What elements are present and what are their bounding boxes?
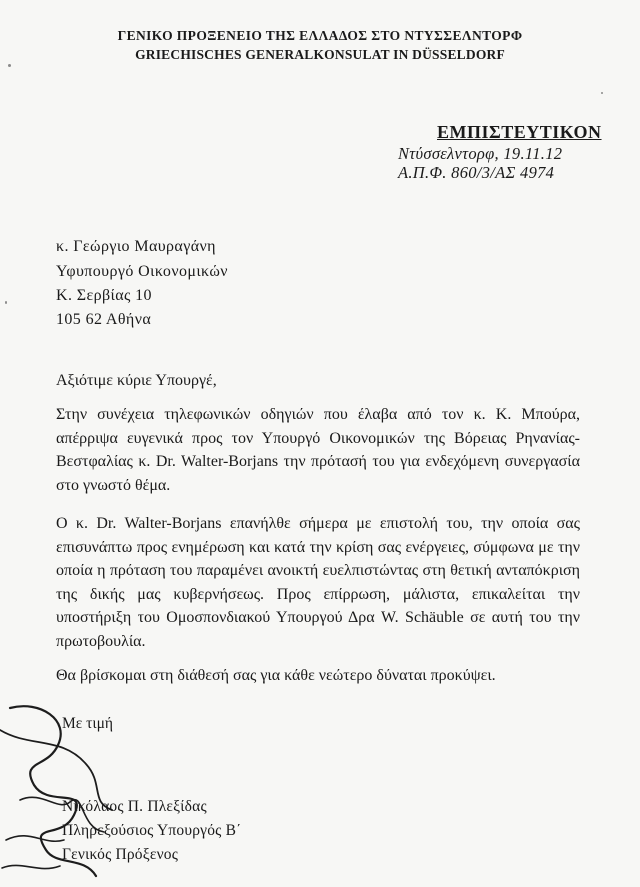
classification-label: ΕΜΠΙΣΤΕΥΤΙΚΟΝ xyxy=(437,122,602,142)
recipient-position: Υφυπουργό Οικονομικών xyxy=(56,263,228,280)
consulate-header-greek: ΓΕΝΙΚΟ ΠΡΟΞΕΝΕΙΟ ΤΗΣ ΕΛΛΑΔΟΣ ΣΤΟ ΝΤΥΣΣΕΛΝΤΟΡΦ xyxy=(117,28,523,43)
scan-speck xyxy=(5,301,7,304)
recipient-street: Κ. Σερβίας 10 xyxy=(56,287,152,304)
signatory-rank: Πληρεξούσιος Υπουργός Β΄ xyxy=(62,822,242,839)
reference-number: Α.Π.Φ. 860/3/ΑΣ 4974 xyxy=(398,163,555,182)
place-date: Ντύσσελντορφ, 19.11.12 xyxy=(398,144,563,163)
signatory-name: Νικόλαος Π. Πλεξίδας xyxy=(62,798,207,815)
body-paragraph: Θα βρίσκομαι στη διάθεσή σας για κάθε νεώτερο δύναται προκύψει. xyxy=(56,667,496,684)
consulate-header-german: GRIECHISCHES GENERALKONSULAT IN DÜSSELDORF xyxy=(135,47,505,62)
signatory-title: Γενικός Πρόξενος xyxy=(62,846,179,863)
scan-speck xyxy=(8,64,11,67)
recipient-city: 105 62 Αθήνα xyxy=(56,311,152,328)
salutation: Αξιότιμε κύριε Υπουργέ, xyxy=(56,372,217,389)
body-paragraph: Στην συνέχεια τηλεφωνικών οδηγιών που έλαβα από τον κ. Κ. Μπούρα, απέρριψα ευγενικά προς τον Υπουργό Οικονομικών της Βόρειας Ρηνανίας-Βεστφαλίας κ. Dr. Walter-Borjans την πρότασή του για ενδεχόμενη συνεργασία στο γνωστό θέμα. xyxy=(56,406,580,494)
closing-phrase: Με τιμή xyxy=(62,715,113,732)
scan-speck xyxy=(601,92,603,94)
recipient-name: κ. Γεώργιο Μαυραγάνη xyxy=(56,238,216,255)
body-paragraph: Ο κ. Dr. Walter-Borjans επανήλθε σήμερα με επιστολή του, την οποία σας επισυνάπτω προς ενημέρωση και κατά την κρίση σας ενέργειες, σύμφωνα με την οποία η πρόταση του παραμένει ανοικτή ευελπιστώντας στη θετική ανταπόκριση της δικής μας κυβερνήσεως. Προς επίρρωση, μάλιστα, επικαλείται την υποστήριξη του Ομοσπονδιακού Υπουργού Δρα W. Schäuble σε αυτή του την πρωτοβουλία. xyxy=(56,515,580,650)
